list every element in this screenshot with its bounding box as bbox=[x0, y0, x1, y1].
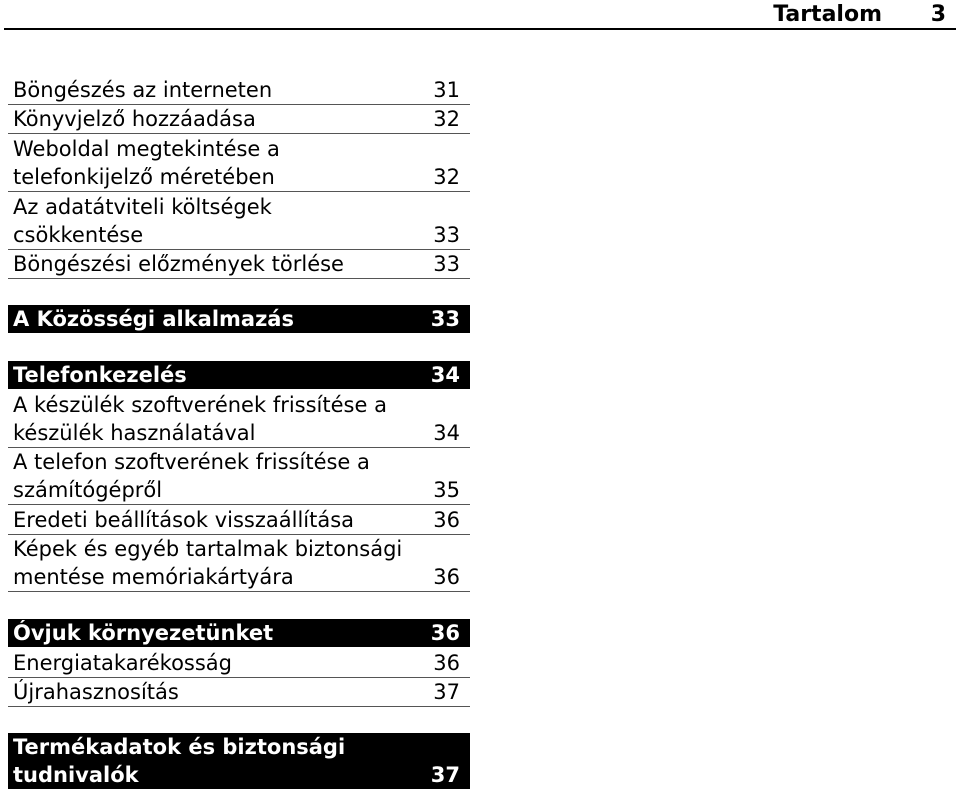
toc-section-environment[interactable] bbox=[8, 619, 470, 647]
toc-entry-page: 31 bbox=[433, 78, 460, 102]
toc-section-page: 34 bbox=[430, 363, 460, 387]
toc-entry-backup[interactable] bbox=[8, 535, 470, 592]
toc-entry-label: Az adatátviteli költségek csökkentése bbox=[13, 195, 272, 247]
toc-entry-restore-settings[interactable] bbox=[8, 506, 470, 535]
toc-entry-recycling[interactable] bbox=[8, 678, 470, 707]
toc-entry-label: Képek és egyéb tartalmak biztonsági mentése memóriakártyára bbox=[13, 537, 403, 589]
toc-entry-data-cost[interactable] bbox=[8, 193, 470, 250]
toc-section-social[interactable] bbox=[8, 305, 470, 333]
toc-entry-software-update-device[interactable] bbox=[8, 391, 470, 448]
toc-entry-page: 34 bbox=[433, 421, 460, 445]
toc-entry-browsing[interactable] bbox=[8, 76, 470, 105]
toc-section-page: 33 bbox=[430, 307, 460, 331]
toc-entry-label: Weboldal megtekintése a telefonkijelző méretében bbox=[13, 137, 280, 189]
toc-entry-label: A telefon szoftverének frissítése a számítógépről bbox=[13, 450, 370, 502]
toc-entry-label: Eredeti beállítások visszaállítása bbox=[13, 508, 355, 532]
toc-entry-bookmark[interactable] bbox=[8, 105, 470, 134]
toc-entry-page: 33 bbox=[433, 223, 460, 247]
page-title: Tartalom bbox=[773, 2, 882, 27]
toc-section-label: A Közösségi alkalmazás bbox=[13, 307, 294, 331]
toc-entry-software-update-pc[interactable] bbox=[8, 448, 470, 505]
toc-entry-page: 36 bbox=[433, 565, 460, 589]
toc-entry-label: Könyvjelző hozzáadása bbox=[13, 107, 256, 131]
toc-entry-webpage-view[interactable] bbox=[8, 135, 470, 192]
toc-entry-label: Újrahasznosítás bbox=[13, 680, 179, 704]
toc-entry-clear-history[interactable] bbox=[8, 250, 470, 279]
toc-section-product-safety[interactable] bbox=[8, 733, 470, 789]
toc-entry-page: 36 bbox=[433, 508, 460, 532]
toc-entry-label: A készülék szoftverének frissítése a készülék használatával bbox=[13, 393, 387, 445]
toc-entry-label: Böngészés az interneten bbox=[13, 78, 273, 102]
toc-entry-page: 32 bbox=[433, 107, 460, 131]
toc-section-label: Telefonkezelés bbox=[13, 363, 187, 387]
toc-section-label: Óvjuk környezetünket bbox=[13, 621, 274, 645]
page-header bbox=[4, 0, 956, 30]
toc-entry-label: Böngészési előzmények törlése bbox=[13, 252, 344, 276]
page-number: 3 bbox=[930, 2, 946, 27]
toc-entry-page: 35 bbox=[433, 478, 460, 502]
toc-entry-page: 37 bbox=[433, 680, 460, 704]
toc-section-phone-management[interactable] bbox=[8, 361, 470, 389]
toc-entry-page: 36 bbox=[433, 651, 460, 675]
toc-entry-page: 32 bbox=[433, 165, 460, 189]
toc-entry-page: 33 bbox=[433, 252, 460, 276]
toc-section-page: 37 bbox=[430, 763, 460, 787]
toc-entry-energy-saving[interactable] bbox=[8, 649, 470, 678]
toc-section-label: Termékadatok és biztonsági tudnivalók bbox=[13, 735, 346, 787]
toc-entry-label: Energiatakarékosság bbox=[13, 651, 232, 675]
toc-section-page: 36 bbox=[430, 621, 460, 645]
